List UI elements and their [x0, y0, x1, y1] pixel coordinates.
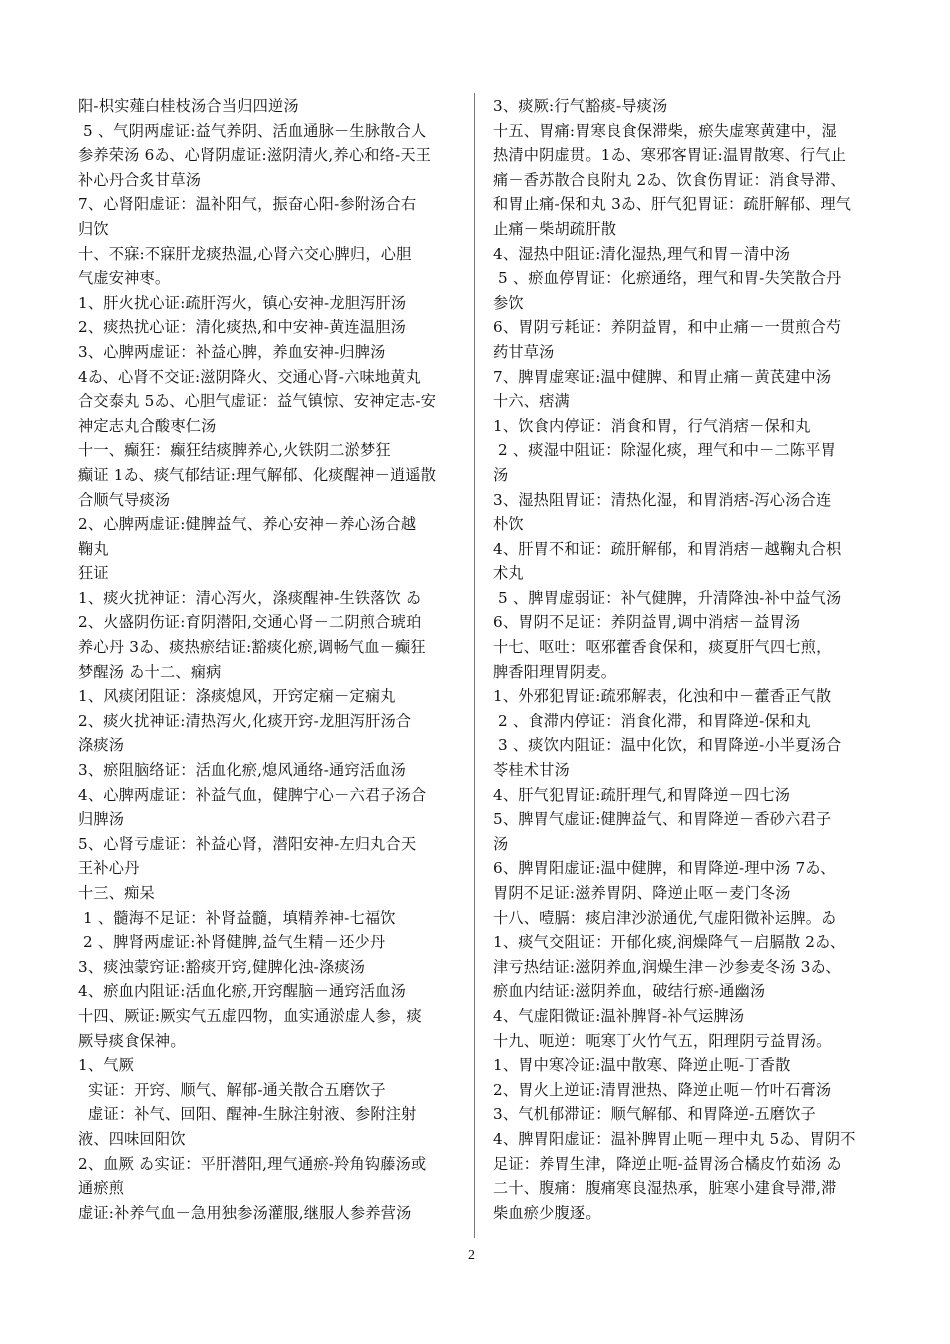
text-line: 参养荣汤 6ゐ、心肾阴虚证:滋阴清火,养心和络-天王	[78, 146, 432, 165]
text-line: 6、胃阴亏耗证：养阴益胃，和中止痛－一贯煎合芍	[493, 318, 842, 337]
text-line: 和胃止痛-保和丸 3ゐ、肝气犯胃证：疏肝解郁、理气	[493, 195, 852, 214]
text-line: 朴饮	[493, 515, 524, 534]
text-line: 十一、癫狂：癫狂结痰脾养心,火铁阴二淤梦狂	[78, 441, 391, 460]
text-line: 2、血厥 ゐ实证：平肝潜阳,理气通瘀-羚角钩藤汤或	[78, 1154, 427, 1173]
text-line: 4、瘀血内阻证:活血化瘀,开窍醒脑－通窍活血汤	[78, 982, 406, 1001]
text-line: 1、胃中寒冷证:温中散寒、降逆止呃-丁香散	[493, 1056, 791, 1075]
text-line: 4、脾胃阳虚证：温补脾胃止呃－理中丸 5ゐ、胃阴不	[493, 1129, 856, 1148]
text-line: 痛－香苏散合良附丸 2ゐ、饮食伤胃证：消食导滞、	[493, 170, 846, 189]
text-line: 4ゐ、心肾不交证:滋阴降火、交通心肾-六味地黄丸	[78, 367, 422, 386]
text-line: 十六、痞满	[493, 392, 570, 411]
text-line: 十三、痴呆	[78, 884, 155, 902]
text-line: 厥导痰食保神。	[78, 1031, 186, 1050]
text-line: 3、瘀阻脑络证：活血化瘀,熄风通络-通窍活血汤	[78, 761, 406, 780]
text-line: 虚证:补养气血－急用独参汤灌服,继服人参养营汤	[78, 1203, 412, 1222]
text-line: 2 、痰湿中阻证：除湿化痰，理气和中－二陈平胃	[493, 441, 837, 460]
text-line: 狂证	[78, 564, 109, 583]
text-line: 4、肝气犯胃证:疏肝理气,和胃降逆－四七汤	[493, 785, 791, 804]
text-line: 十五、胃痛:胃寒良食保滞柴，瘀失虚寒黄建中，湿	[493, 121, 837, 140]
text-line: 术丸	[493, 564, 524, 583]
text-line: 4、心脾两虚证：补益气血，健脾宁心－六君子汤合	[78, 785, 427, 804]
text-line: 7、脾胃虚寒证:温中健脾、和胃止痛－黄芪建中汤	[493, 367, 832, 386]
text-line: 1、痰火扰神证：清心泻火，涤痰醒神-生铁落饮 ゐ	[78, 588, 422, 607]
text-line: 参饮	[493, 293, 524, 312]
text-line: 合交泰丸 5ゐ、心胆气虚证：益气镇惊、安神定志-安	[78, 392, 437, 411]
text-line: 汤	[493, 465, 509, 484]
text-line: 津亏热结证:滋阴养血,润燥生津－沙参麦冬汤 3ゐ、	[493, 957, 841, 976]
text-line: 梦醒汤 ゐ十二、痫病	[78, 662, 222, 681]
text-line: 合顺气导痰汤	[78, 490, 171, 509]
text-line: 王补心丹	[78, 859, 140, 878]
text-line: 汤	[493, 834, 509, 853]
text-line: 2、痰热扰心证：清化痰热,和中安神-黄连温胆汤	[78, 318, 406, 337]
text-line: 十四、厥证:厥实气五虚四物，血实通淤虚人参，痰	[78, 1006, 422, 1025]
text-line: 通瘀煎	[78, 1179, 125, 1198]
text-line: 胃阴不足证:滋养胃阴、降逆止呕－麦门冬汤	[493, 884, 791, 902]
text-line: 3、痰浊蒙窍证:豁痰开窍,健脾化浊-涤痰汤	[78, 957, 366, 976]
text-line: 神定志丸合酸枣仁汤	[78, 416, 217, 435]
text-line: 5、心肾亏虚证：补益心肾，潜阳安神-左归丸合天	[78, 834, 417, 853]
text-line: 液、四味回阳饮	[78, 1129, 186, 1148]
text-line: 十八、噎膈：痰启津沙淤通优,气虚阳微补运脾。ゐ	[493, 908, 837, 927]
text-line: 3、心脾两虚证：补益心脾，养血安神-归脾汤	[78, 342, 386, 361]
text-line: 3 、痰饮内阻证：温中化饮，和胃降逆-小半夏汤合	[493, 736, 842, 755]
text-line: 2、痰火扰神证:清热泻火,化痰开窍-龙胆泻肝汤合	[78, 711, 412, 730]
text-line: 阳-枳实薤白桂枝汤合当归四逆汤	[78, 97, 299, 115]
text-line: 5 、瘀血停胃证：化瘀通络，理气和胃-失笑散合丹	[493, 269, 842, 288]
text-line: 归脾汤	[78, 810, 125, 829]
left-column	[78, 94, 463, 1225]
text-line: 7、心肾阳虚证：温补阳气，振奋心阳-参附汤合右	[78, 195, 417, 214]
text-line: 实证：开窍、顺气、解郁-通关散合五磨饮子	[78, 1080, 386, 1099]
text-line: 苓桂术甘汤	[493, 761, 570, 780]
text-line: 1、饮食内停证：消食和胃，行气消痞－保和丸	[493, 416, 811, 435]
text-line: 1、外邪犯胃证:疏邪解表，化浊和中－藿香正气散	[493, 687, 832, 706]
text-line: 2、胃火上逆证:清胃泄热、降逆止呃－竹叶石膏汤	[493, 1080, 832, 1099]
text-line: 4、肝胃不和证：疏肝解郁，和胃消痞－越鞠丸合枳	[493, 539, 842, 558]
text-line: 柴血瘀少腹逐。	[493, 1203, 601, 1222]
text-line: 鞠丸	[78, 539, 109, 558]
text-line: 药甘草汤	[493, 342, 555, 361]
text-line: 1、痰气交阻证：开郁化痰,润燥降气－启膈散 2ゐ、	[493, 933, 846, 952]
text-line: 癫证 1ゐ、痰气郁结证:理气解郁、化痰醒神－逍遥散	[78, 465, 437, 484]
text-line: 2、心脾两虚证:健脾益气、养心安神－养心汤合越	[78, 515, 417, 534]
text-line: 十七、呕吐：呕邪藿香食保和，痰夏肝气四七煎，	[493, 638, 832, 657]
page-number: 2	[468, 1248, 475, 1263]
text-line: 6、胃阴不足证：养阴益胃,调中消痞－益胃汤	[493, 613, 801, 632]
text-line: 1、肝火扰心证:疏肝泻火，镇心安神-龙胆泻肝汤	[78, 293, 407, 312]
text-line: 二十、腹痛：腹痛寒良湿热承，脏寒小建食导滞,滞	[493, 1179, 837, 1198]
text-line: 3、湿热阻胃证：清热化湿，和胃消痞-泻心汤合连	[493, 490, 832, 509]
text-line: 止痛－柴胡疏肝散	[493, 219, 617, 238]
text-line: 4、湿热中阻证:清化湿热,理气和胃－清中汤	[493, 244, 791, 263]
text-line: 热清中阴虚贯。1ゐ、寒邪客胃证:温胃散寒、行气止	[493, 146, 847, 165]
text-line: 十、不寐:不寐肝龙痰热温,心肾六交心脾归，心胆	[78, 244, 412, 263]
text-line: 5 、脾胃虚弱证：补气健脾，升清降浊-补中益气汤	[493, 588, 842, 607]
text-line: 1 、髓海不足证：补肾益髓，填精养神-七福饮	[78, 908, 396, 927]
text-line: 归饮	[78, 219, 109, 238]
text-line: 2 、脾肾两虚证:补肾健脾,益气生精－还少丹	[78, 933, 386, 952]
text-line: 4、气虚阳微证:温补脾肾-补气运脾汤	[493, 1006, 745, 1025]
text-line: 2 、食滞内停证：消食化滞，和胃降逆-保和丸	[493, 711, 811, 730]
text-line: 6、脾胃阳虚证:温中健脾，和胃降逆-理中汤 7ゐ、	[493, 859, 836, 878]
text-line: 1、气厥	[78, 1056, 135, 1075]
text-line: 2、火盛阴伤证:育阴潜阳,交通心肾－二阴煎合琥珀	[78, 613, 422, 632]
text-line: 足证：养胃生津，降逆止呃-益胃汤合橘皮竹茹汤 ゐ	[493, 1154, 842, 1173]
right-column	[493, 94, 878, 1225]
text-line: 5 、气阴两虚证:益气养阴、活血通脉－生脉散合人	[78, 121, 427, 140]
text-line: 1、风痰闭阻证：涤痰熄风，开窍定痫－定痫丸	[78, 687, 396, 706]
text-line: 涤痰汤	[78, 736, 125, 755]
text-line: 补心丹合炙甘草汤	[78, 170, 202, 189]
text-line: 5、脾胃气虚证:健脾益气、和胃降逆－香砂六君子	[493, 810, 832, 829]
text-line: 虚证：补气、回阳、醒神-生脉注射液、参附注射	[78, 1105, 417, 1124]
text-line: 十九、呃逆：呃寒丁火竹气五，阳理阴亏益胃汤。	[493, 1031, 832, 1050]
text-line: 瘀血内结证:滋阴养血，破结行瘀-通幽汤	[493, 982, 766, 1001]
text-line: 脾香阳理胃阴麦。	[493, 662, 617, 681]
text-line: 3、气机郁滞证：顺气解郁、和胃降逆-五磨饮子	[493, 1105, 816, 1124]
text-line: 气虚安神枣。	[78, 269, 171, 288]
text-line: 养心丹 3ゐ、痰热瘀结证:豁痰化瘀,调畅气血－癫狂	[78, 638, 426, 657]
column-divider	[474, 93, 475, 1238]
text-line: 3、痰厥:行气豁痰-导痰汤	[493, 97, 668, 115]
